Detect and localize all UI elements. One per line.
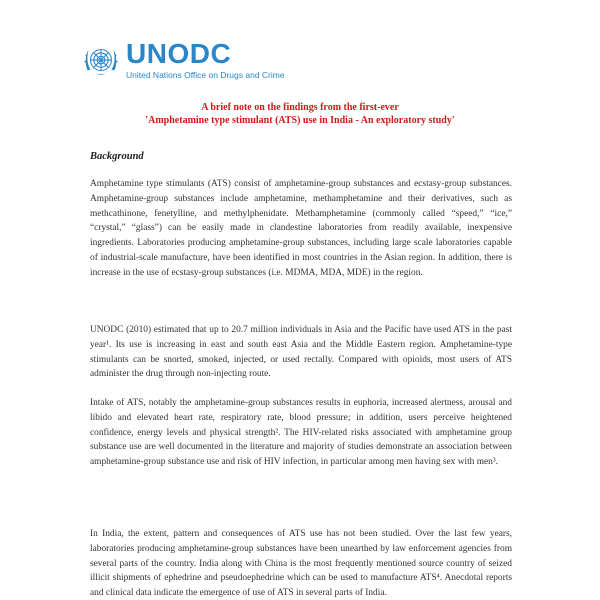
document-title [90, 101, 510, 127]
paragraph-1: Amphetamine type stimulants (ATS) consist of amphetamine-group substances and ecstasy-group substances. Amphetamine-group substances include amphetamine, methamphetamine and their derivatives, such as methcathinone, fenetylline, and methylphenidate. Methamphetamine (commonly called “speed,” “ice,” “crystal,” “glass”) can be easily made in clandestine laboratories from readily available, inexpensive ingredients. Laboratories producing amphetamine-group substances, including large scale laboratories capable of industrial-scale manufacture, have been identified in most countries in the Asian region. In addition, there is increase in the use of ecstasy-group substances (i.e. MDMA, MDA, MDE) in the region. [90, 179, 512, 278]
section-heading: Background [90, 151, 144, 162]
un-emblem-icon [82, 42, 120, 80]
unodc-logo [82, 40, 285, 81]
logo-text [126, 40, 285, 81]
paragraph-2: UNODC (2010) estimated that up to 20.7 million individuals in Asia and the Pacific have used ATS in the past year¹. Its use is increasing in east and south east Asia and the Middle Eastern region. Amphetamine-type stimulants can be snorted, smoked, injected, or used rectally. Compared with opioids, most users of ATS administer the drug through non-injecting route. [90, 325, 512, 380]
org-name: UNODC [126, 38, 232, 69]
org-full-name: United Nations Office on Drugs and Crime [126, 70, 285, 80]
paragraph-4: In India, the extent, pattern and consequences of ATS use has not been studied. Over the last few years, laboratories producing amphetamine-group substances have been unearthed by law enforcement agencies from several parts of the country. India along with China is the most frequently mentioned source country of seized illicit shipments of ephedrine and pseudoephedrine which can be used to manufacture ATS⁴. Anecdotal reports and clinical data indicate the emergence of use of ATS in several parts of India. [90, 529, 512, 599]
title-line-1: A brief note on the findings from the first-ever [201, 102, 399, 113]
paragraph-3: Intake of ATS, notably the amphetamine-group substances results in euphoria, increased alertness, arousal and libido and elevated heart rate, respiratory rate, blood pressure; in addition, users perceive heightened confidence, energy levels and physical strength². The HIV-related risks associated with amphetamine group substance use are well documented in the literature and majority of studies demonstrate an association between amphetamine-group substance use and risk of HIV infection, in particular among men having sex with men³. [90, 398, 512, 468]
title-line-2: 'Amphetamine type stimulant (ATS) use in India - An exploratory study' [145, 115, 455, 126]
